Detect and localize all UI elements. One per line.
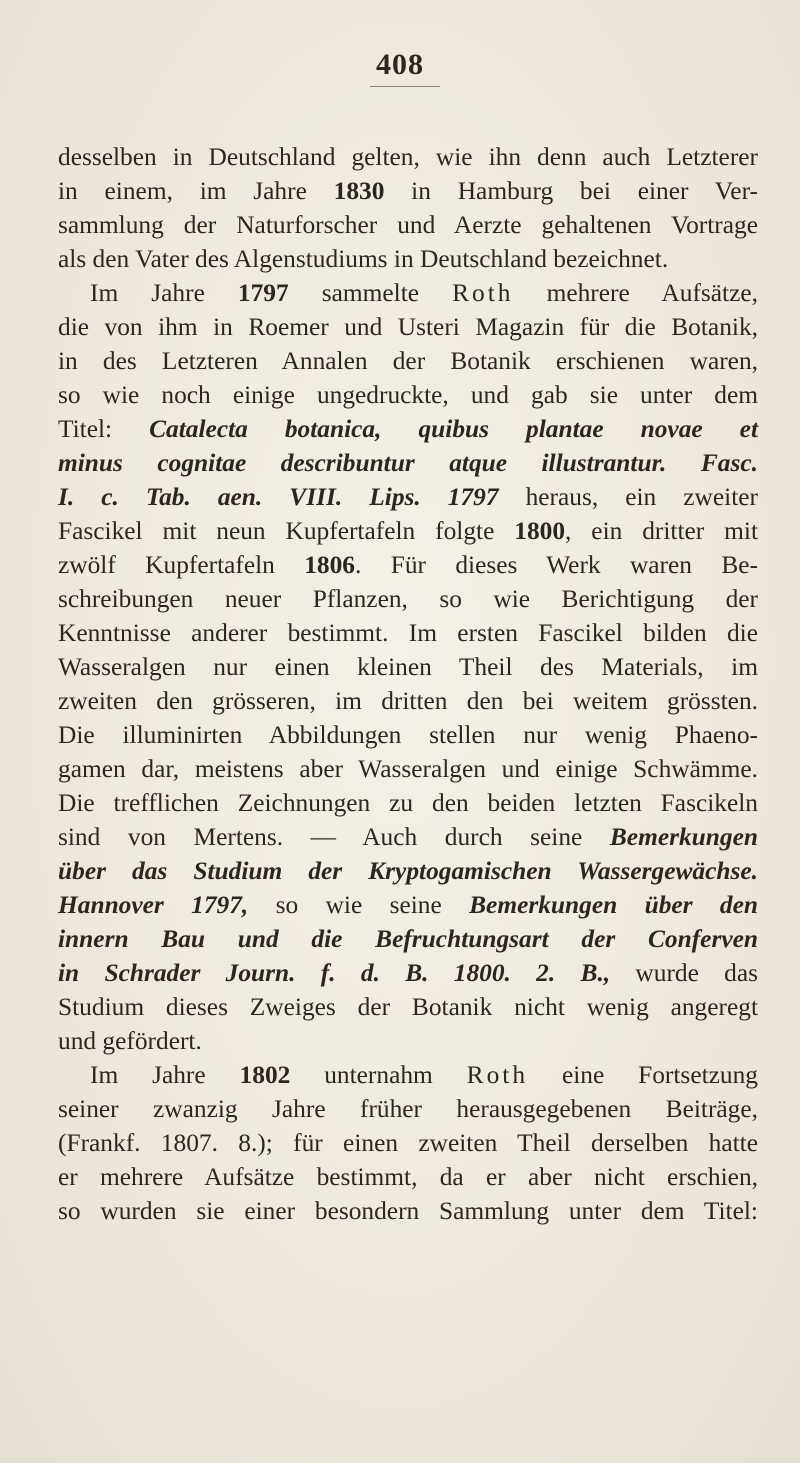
text-run: als den Vater des Algenstudiums in Deutschland bezeichnet. <box>58 245 669 273</box>
text-line <box>58 1194 758 1228</box>
text-run: innern Bau und die Befruchtungsart der Conferven <box>58 925 758 953</box>
text-run: . Für dieses Werk waren Be- <box>355 551 758 579</box>
text-line <box>58 208 758 242</box>
text-line <box>58 922 758 956</box>
text-run: wurde das <box>610 959 758 987</box>
text-line <box>58 548 758 582</box>
text-run: sammelte <box>288 279 453 307</box>
text-line <box>58 514 758 548</box>
text-run: in des Letzteren Annalen der Botanik erschienen waren, <box>58 347 758 375</box>
text-run: Im Jahre <box>90 279 238 307</box>
text-run: in Schrader Journ. f. d. B. 1800. 2. B., <box>58 959 611 987</box>
text-run: 1800 <box>514 517 566 545</box>
text-run: in Hamburg bei einer Ver- <box>384 177 758 205</box>
text-line <box>58 480 758 514</box>
text-line <box>58 786 758 820</box>
text-line <box>58 276 758 310</box>
text-run: sammlung der Naturforscher und Aerzte gehaltenen Vortrage <box>58 211 758 239</box>
text-run: 1797 <box>237 279 289 307</box>
text-run: eine Fortsetzung <box>528 1061 758 1089</box>
text-line <box>58 242 758 276</box>
text-run: Roth <box>466 1061 529 1089</box>
text-line <box>58 412 758 446</box>
text-line <box>58 1024 758 1058</box>
text-run: Fascikel mit neun Kupfertafeln folgte <box>58 517 515 545</box>
text-run: 1802 <box>239 1061 291 1089</box>
text-line <box>58 1126 758 1160</box>
text-line <box>58 174 758 208</box>
text-line <box>58 1058 758 1092</box>
header-rule <box>370 86 440 87</box>
text-run: so wurden sie einer besondern Sammlung unter dem Titel: <box>58 1197 758 1225</box>
text-line <box>58 684 758 718</box>
text-run: minus cognitae describuntur atque illustrantur. Fasc. <box>58 449 758 477</box>
text-run: seiner zwanzig Jahre früher herausgegebenen Beiträge, <box>58 1095 758 1123</box>
text-line <box>58 446 758 480</box>
text-line <box>58 990 758 1024</box>
text-run: mehrere Aufsätze, <box>513 279 758 307</box>
text-run: heraus, ein zweiter <box>498 483 758 511</box>
text-run: desselben in Deutschland gelten, wie ihn denn auch Letzterer <box>58 143 758 171</box>
text-run: schreibungen neuer Pflanzen, so wie Berichtigung der <box>58 585 758 613</box>
text-line <box>58 956 758 990</box>
text-line <box>58 1160 758 1194</box>
text-run: er mehrere Aufsätze bestimmt, da er aber nicht erschien, <box>58 1163 758 1191</box>
text-run: zwölf Kupfertafeln <box>58 551 305 579</box>
text-line <box>58 1092 758 1126</box>
body-text <box>58 140 758 1228</box>
text-run: Die trefflichen Zeichnungen zu den beiden letzten Fascikeln <box>58 789 758 817</box>
text-run: 1806 <box>304 551 355 579</box>
text-run: Kenntnisse anderer bestimmt. Im ersten Fascikel bilden die <box>58 619 758 647</box>
text-run: in einem, im Jahre <box>58 177 334 205</box>
text-line <box>58 378 758 412</box>
text-line <box>58 616 758 650</box>
text-run: , ein dritter mit <box>565 517 759 545</box>
text-run: Bemerkungen <box>609 823 758 851</box>
text-run: gamen dar, meistens aber Wasseralgen und einige Schwämme. <box>58 755 758 783</box>
text-line <box>58 718 758 752</box>
text-run: Bemerkungen über den <box>469 891 758 919</box>
text-run: Catalecta botanica, quibus plantae novae et <box>149 415 758 443</box>
page-number: 408 <box>376 48 424 81</box>
text-run: (Frankf. 1807. 8.); für einen zweiten Theil derselben hatte <box>58 1129 758 1157</box>
text-run: Studium dieses Zweiges der Botanik nicht wenig angeregt <box>58 993 758 1021</box>
text-run: Roth <box>452 279 514 307</box>
text-line <box>58 752 758 786</box>
text-line <box>58 344 758 378</box>
text-run: die von ihm in Roemer und Usteri Magazin für die Botanik, <box>58 313 758 341</box>
text-run: Wasseralgen nur einen kleinen Theil des Materials, im <box>58 653 758 681</box>
text-line <box>58 582 758 616</box>
text-line <box>58 854 758 888</box>
text-run: sind von Mertens. — Auch durch seine <box>58 823 610 851</box>
text-run: so wie noch einige ungedruckte, und gab sie unter dem <box>58 381 758 409</box>
text-line <box>58 310 758 344</box>
text-run: Die illuminirten Abbildungen stellen nur wenig Phaeno- <box>58 721 758 749</box>
text-run: Titel: <box>58 415 150 443</box>
text-run: 1830 <box>333 177 385 205</box>
text-run: und gefördert. <box>58 1027 202 1055</box>
text-run: I. c. Tab. aen. VIII. Lips. 1797 <box>58 483 499 511</box>
text-run: so wie seine <box>248 891 470 919</box>
text-run: Hannover 1797, <box>58 891 249 919</box>
text-line <box>58 888 758 922</box>
text-run: Im Jahre <box>90 1061 240 1089</box>
text-line <box>58 820 758 854</box>
text-run: über das Studium der Kryptogamischen Wassergewächse. <box>58 857 758 885</box>
text-line <box>58 140 758 174</box>
text-run: unternahm <box>290 1061 467 1089</box>
text-run: zweiten den grösseren, im dritten den bei weitem grössten. <box>58 687 758 715</box>
text-line <box>58 650 758 684</box>
